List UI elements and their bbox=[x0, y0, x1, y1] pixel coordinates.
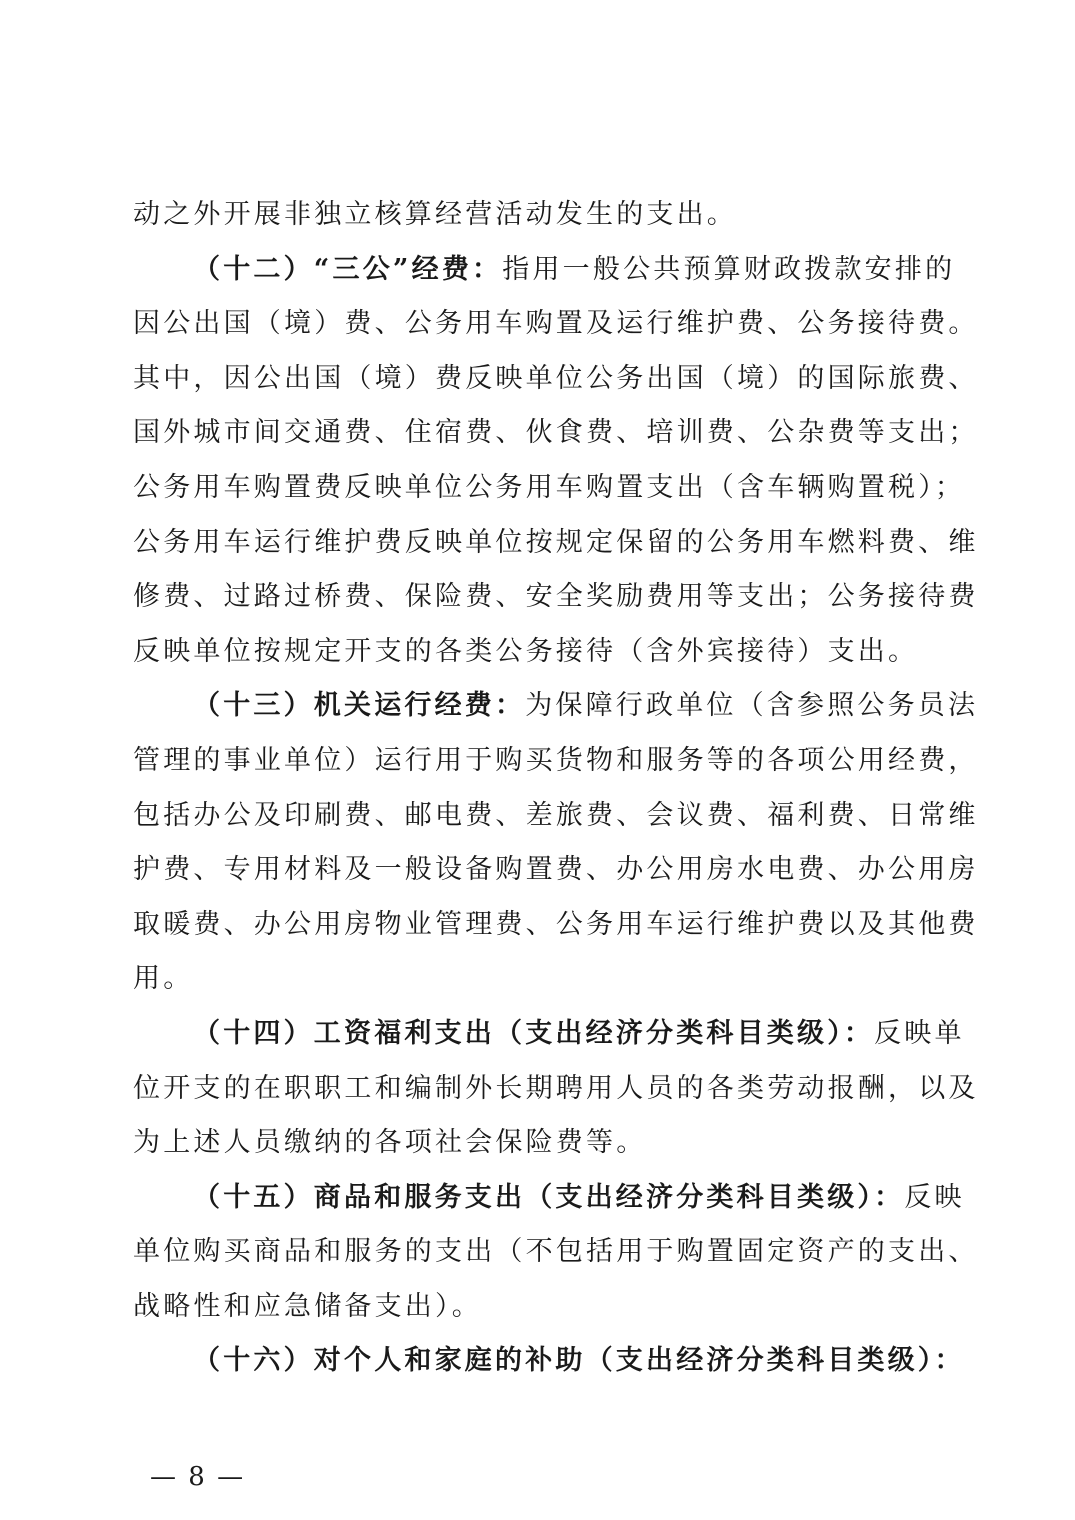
body-text: 公务用车购置费反映单位公务用车购置支出（含车辆购置税）； bbox=[133, 471, 966, 503]
body-text: 位开支的在职职工和编制外长期聘用人员的各类劳动报酬，以及 bbox=[133, 1072, 979, 1104]
text-line bbox=[133, 1280, 945, 1335]
body-text: 为保障行政单位（含参照公务员法 bbox=[525, 690, 979, 722]
body-text: 包括办公及印刷费、邮电费、差旅费、会议费、福利费、日常维 bbox=[133, 799, 979, 831]
section-heading: （十三）机关运行经费： bbox=[193, 690, 526, 722]
text-line bbox=[133, 789, 979, 844]
section-heading: （十二）“三公”经费： bbox=[193, 253, 503, 285]
body-text: 反映 bbox=[904, 1181, 965, 1213]
text-line bbox=[133, 1116, 945, 1171]
text-line bbox=[133, 352, 979, 407]
text-line bbox=[133, 1225, 979, 1280]
body-text: 反映单位按规定开支的各类公务接待（含外宾接待）支出。 bbox=[133, 635, 919, 667]
body-text: 单位购买商品和服务的支出（不包括用于购置固定资产的支出、 bbox=[133, 1236, 979, 1268]
text-line bbox=[133, 1007, 965, 1062]
body-text: 因公出国（境）费、公务用车购置及运行维护费、公务接待费。 bbox=[133, 308, 979, 340]
text-line bbox=[133, 406, 979, 461]
body-text: 公务用车运行维护费反映单位按规定保留的公务用车燃料费、维 bbox=[133, 526, 979, 558]
page-number: — 8 — bbox=[150, 1462, 246, 1492]
text-line bbox=[133, 1334, 965, 1389]
text-line bbox=[133, 952, 945, 1007]
section-heading: （十五）商品和服务支出（支出经济分类科目类级）： bbox=[193, 1181, 905, 1213]
text-line bbox=[133, 679, 979, 734]
body-text: 反映单 bbox=[874, 1017, 965, 1049]
body-text: 管理的事业单位）运行用于购买货物和服务等的各项公用经费， bbox=[133, 744, 979, 776]
text-line bbox=[133, 243, 956, 298]
text-line bbox=[133, 516, 979, 571]
text-line bbox=[133, 1062, 979, 1117]
text-line bbox=[133, 188, 945, 243]
text-line bbox=[133, 898, 979, 953]
text-line bbox=[133, 734, 979, 789]
body-text: 取暖费、办公用房物业管理费、公务用车运行维护费以及其他费 bbox=[133, 908, 979, 940]
body-text: 修费、过路过桥费、保险费、安全奖励费用等支出；公务接待费 bbox=[133, 581, 979, 613]
section-heading: （十六）对个人和家庭的补助（支出经济分类科目类级）： bbox=[193, 1345, 965, 1377]
body-text: 其中，因公出国（境）费反映单位公务出国（境）的国际旅费、 bbox=[133, 362, 979, 394]
body-text: 用。 bbox=[133, 963, 194, 995]
text-line bbox=[133, 461, 966, 516]
body-text: 国外城市间交通费、住宿费、伙食费、培训费、公杂费等支出； bbox=[133, 417, 979, 449]
text-line bbox=[133, 297, 979, 352]
body-text: 动之外开展非独立核算经营活动发生的支出。 bbox=[133, 199, 737, 230]
section-heading: （十四）工资福利支出（支出经济分类科目类级）： bbox=[193, 1017, 875, 1049]
body-text: 护费、专用材料及一般设备购置费、办公用房水电费、办公用房 bbox=[133, 854, 979, 886]
document-body bbox=[133, 188, 979, 1389]
body-text: 为上述人员缴纳的各项社会保险费等。 bbox=[133, 1127, 647, 1159]
text-line bbox=[133, 625, 945, 680]
text-line bbox=[133, 843, 979, 898]
body-text: 指用一般公共预算财政拨款安排的 bbox=[502, 253, 956, 285]
text-line bbox=[133, 570, 979, 625]
body-text: 战略性和应急储备支出）。 bbox=[133, 1290, 482, 1322]
text-line bbox=[133, 1171, 965, 1226]
